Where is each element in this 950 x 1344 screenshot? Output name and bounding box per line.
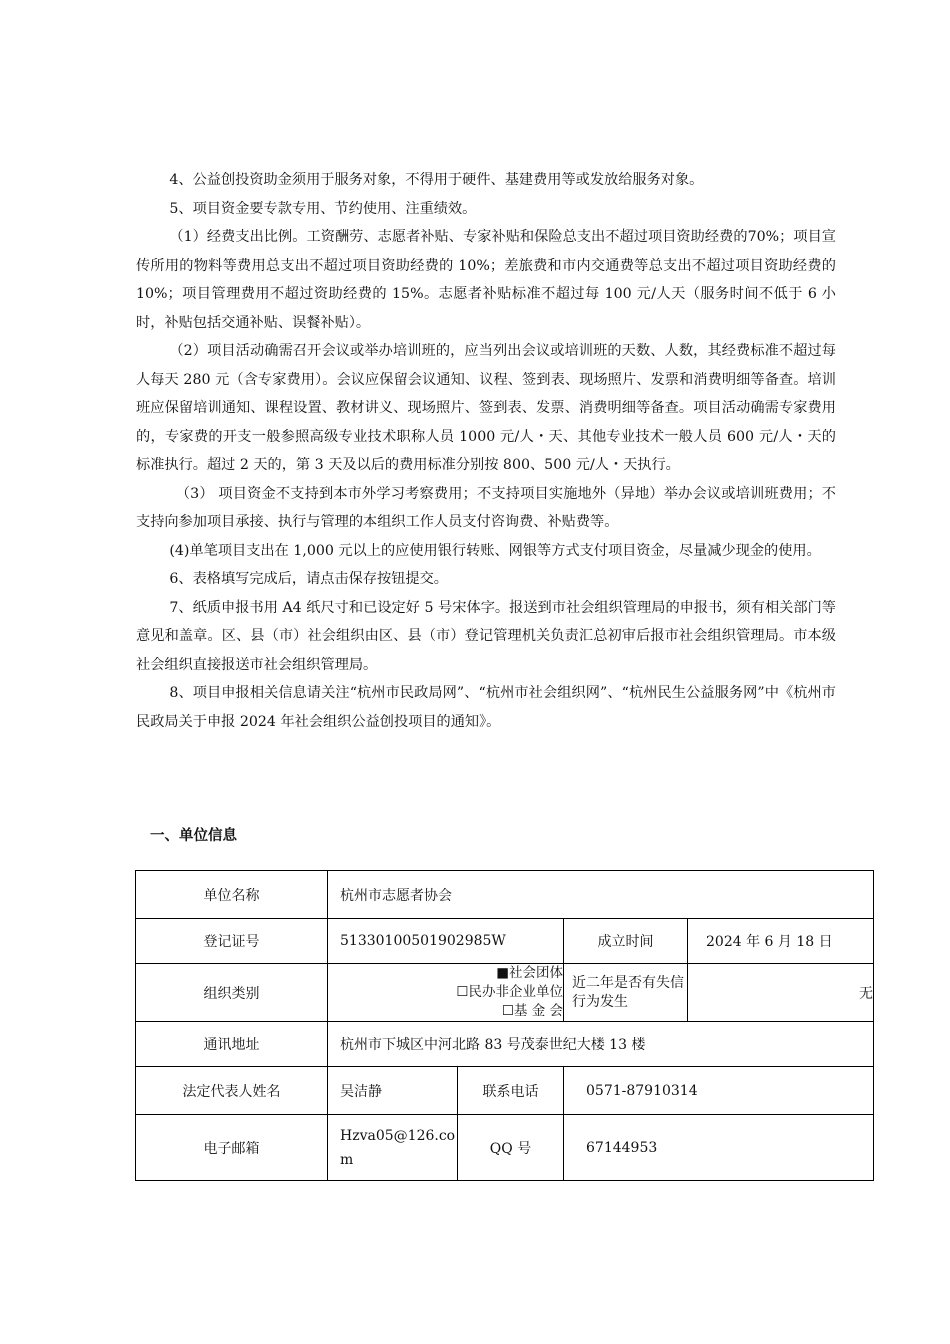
rule-5-2: （2）项目活动确需召开会议或举办培训班的，应当列出会议或培训班的天数、人数，其经费标准不超过每人每天 280 元（含专家费用）。会议应保留会议通知、议程、签到表、现场照片、发票和消费明细等备查。培训班应保留培训通知、课程设置、教材讲义、现场照片、签到表、发票、消费明细等备查。项目活动确需专家费用的，专家费的开支一般参照高级专业技术职称人员 1000 元/人・天、其他专业技术一般人员 600 元/人・天的标准执行。超过 2 天的，第 3 天及以后的费用标准分别按 800、500 元/人・天执行。 [136,343,836,473]
email-label: 电子邮箱 [136,1115,328,1181]
rule-5-3: （3） 项目资金不支持到本市外学习考察费用；不支持项目实施地外（异地）举办会议或培训班费用；不支持向参加项目承接、执行与管理的本组织工作人员支付咨询费、补贴费等。 [136,485,836,530]
row-address [136,1022,874,1067]
address-label: 通讯地址 [136,1022,328,1067]
row-legal-rep [136,1067,874,1115]
address-value: 杭州市下城区中河北路 83 号茂泰世纪大楼 13 楼 [328,1022,874,1067]
rule-7: 7、纸质申报书用 A4 纸尺寸和已设定好 5 号宋体字。报送到市社会组织管理局的申报书，须有相关部门等意见和盖章。区、县（市）社会组织由区、县（市）登记管理机关负责汇总初审后报市社会组织管理局。市本级社会组织直接报送市社会组织管理局。 [136,599,836,673]
rule-5-1: （1）经费支出比例。工资酬劳、志愿者补贴、专家补贴和保险总支出不超过项目资助经费的70%；项目宣传所用的物料等费用总支出不超过项目资助经费的 10%；差旅费和市内交通费等总支出不超过项目资助经费的 10%；项目管理费用不超过资助经费的 15%。志愿者补贴标准不超过每 100 元/人天（服务时间不低于 6 小时，补贴包括交通补贴、误餐补贴）。 [136,229,836,331]
founded-label: 成立时间 [564,919,688,964]
rule-6: 6、表格填写完成后，请点击保存按钮提交。 [169,571,448,587]
reg-value: 51330100501902985W [328,919,564,964]
rule-5: 5、项目资金要专款专用、节约使用、注重绩效。 [169,200,477,217]
row-org-type [136,964,874,1022]
legal-label: 法定代表人姓名 [136,1067,328,1115]
rule-5-4: (4)单笔项目支出在 1,000 元以上的应使用银行转账、网银等方式支付项目资金，尽量减少现金的使用。 [169,542,821,559]
row-email [136,1115,874,1181]
row-unit-name [136,871,874,919]
founded-value: 2024 年 6 月 18 日 [688,919,874,964]
email-value: Hzva05@126.com [328,1115,458,1181]
unit-name-value: 杭州市志愿者协会 [328,871,874,919]
option-private-nonenterprise[interactable]: ☐民办非企业单位 [456,984,563,1000]
credit-value: 无 [688,964,874,1022]
unit-info-table [135,870,874,1181]
qq-value: 67144953 [564,1115,874,1181]
rules-list [136,166,836,736]
phone-value: 0571-87910314 [564,1067,874,1115]
type-label: 组织类别 [136,964,328,1022]
reg-label: 登记证号 [136,919,328,964]
rule-4: 4、公益创投资助金须用于服务对象，不得用于硬件、基建费用等或发放给服务对象。 [169,172,704,188]
type-options [328,964,564,1022]
option-social-group[interactable]: ■社会团体 [496,965,563,981]
qq-label: QQ 号 [458,1115,564,1181]
section-title: 一、单位信息 [150,828,237,844]
unit-name-label: 单位名称 [136,871,328,919]
credit-label: 近二年是否有失信行为发生 [564,964,688,1022]
legal-value: 吴洁静 [328,1067,458,1115]
rule-8: 8、项目申报相关信息请关注“杭州市民政局网”、“杭州市社会组织网”、“杭州民生公益服务网”中《杭州市民政局关于申报 2024 年社会组织公益创投项目的通知》。 [136,685,836,730]
phone-label: 联系电话 [458,1067,564,1115]
row-registration [136,919,874,964]
option-foundation[interactable]: ☐基 金 会 [501,1003,563,1019]
